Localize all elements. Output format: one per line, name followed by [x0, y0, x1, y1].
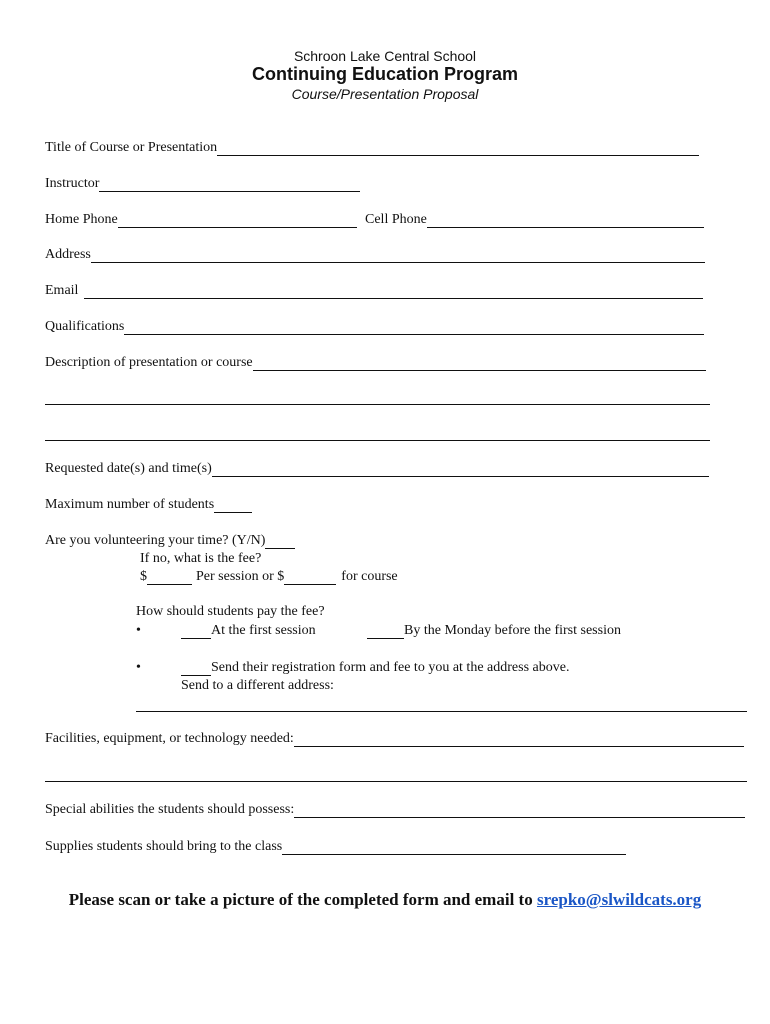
qualifications-row: [45, 319, 704, 335]
address-label: Address: [45, 247, 91, 262]
cell-phone-field[interactable]: [427, 213, 704, 228]
supplies-row: [45, 839, 626, 855]
bullet-2: •: [136, 660, 141, 675]
title-label: Title of Course or Presentation: [45, 140, 218, 155]
description-field[interactable]: [253, 356, 706, 371]
fee-for-course-field[interactable]: [284, 570, 336, 585]
instructor-field[interactable]: [99, 177, 360, 192]
qualifications-label: Qualifications: [45, 319, 125, 334]
description-row: [45, 355, 706, 371]
footer-instruction: [0, 890, 770, 910]
pay-option-1-row: [181, 623, 316, 639]
bullet-1: •: [136, 623, 141, 638]
supplies-field[interactable]: [282, 840, 626, 855]
pay-option-2-field[interactable]: [367, 624, 404, 639]
description-field-line-3[interactable]: [45, 426, 710, 441]
special-abilities-row: [45, 802, 745, 818]
max-students-field[interactable]: [214, 498, 252, 513]
program-title: Continuing Education Program: [252, 64, 518, 84]
qualifications-field[interactable]: [124, 320, 704, 335]
pay-question: How should students pay the fee?: [136, 604, 325, 619]
email-row: [45, 283, 703, 299]
fee-for-course-label: for course: [341, 569, 398, 584]
fee-per-session-field[interactable]: [147, 570, 192, 585]
pay-option-2-row: [367, 623, 621, 639]
facilities-field-line-2[interactable]: [45, 767, 747, 782]
fee-per-session-label: Per session or $: [196, 569, 285, 584]
pay-option-3-row: [181, 660, 569, 676]
max-students-label: Maximum number of students: [45, 497, 215, 512]
pay-option-2-label: By the Monday before the first session: [404, 623, 621, 638]
requested-dates-label: Requested date(s) and time(s): [45, 461, 212, 476]
pay-option-3-label: Send their registration form and fee to you at the address above.: [211, 660, 570, 675]
special-abilities-label: Special abilities the students should possess:: [45, 802, 295, 817]
supplies-label: Supplies students should bring to the class: [45, 839, 283, 854]
pay-option-1-label: At the first session: [211, 623, 316, 638]
instructor-row: [45, 176, 360, 192]
cell-phone-row: [365, 212, 704, 228]
address-row: [45, 247, 705, 263]
max-students-row: [45, 497, 252, 513]
email-link[interactable]: srepko@slwildcats.org: [536, 890, 702, 909]
pay-option-3-field[interactable]: [181, 661, 211, 676]
pay-option-3b-label: Send to a different address:: [181, 678, 334, 693]
home-phone-row: [45, 212, 357, 228]
footer-text: Please scan or take a picture of the completed form and email to: [68, 890, 533, 909]
home-phone-label: Home Phone: [45, 212, 118, 227]
home-phone-field[interactable]: [118, 213, 357, 228]
facilities-field[interactable]: [294, 732, 744, 747]
requested-dates-field[interactable]: [212, 462, 709, 477]
volunteering-field[interactable]: [265, 534, 295, 549]
instructor-label: Instructor: [45, 176, 100, 191]
title-field[interactable]: [217, 141, 699, 156]
title-row: [45, 140, 699, 156]
special-abilities-field[interactable]: [294, 803, 745, 818]
email-field[interactable]: [84, 284, 703, 299]
fee-row: [140, 569, 398, 585]
fee-question: If no, what is the fee?: [140, 551, 262, 566]
email-label: Email: [45, 283, 79, 298]
volunteering-label: Are you volunteering your time? (Y/N): [45, 533, 266, 548]
fee-dollar: $: [140, 569, 147, 584]
volunteering-row: [45, 533, 295, 549]
facilities-label: Facilities, equipment, or technology needed:: [45, 731, 294, 746]
facilities-row: [45, 731, 744, 747]
address-field[interactable]: [91, 248, 705, 263]
school-name: Schroon Lake Central School: [293, 48, 477, 64]
different-address-field[interactable]: [136, 697, 747, 712]
form-subtitle: Course/Presentation Proposal: [291, 86, 479, 102]
description-label: Description of presentation or course: [45, 355, 253, 370]
pay-option-1-field[interactable]: [181, 624, 211, 639]
cell-phone-label: Cell Phone: [365, 212, 427, 227]
description-field-line-2[interactable]: [45, 390, 710, 405]
requested-dates-row: [45, 461, 709, 477]
